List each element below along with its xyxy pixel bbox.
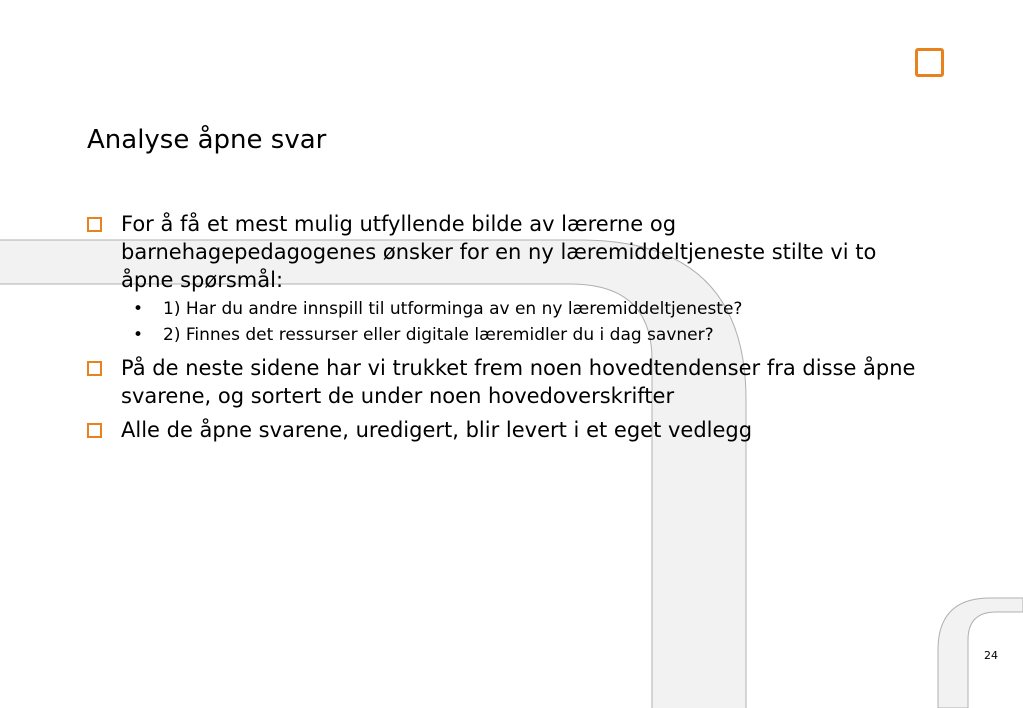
page-number: 24 (984, 649, 998, 662)
bullet-list (87, 210, 927, 444)
bullet-text: På de neste sidene har vi trukket frem noen hovedtendenser fra disse åpne svarene, og sortert de under noen hovedoverskrifter (121, 356, 916, 408)
sub-bullet-item (121, 322, 927, 348)
bullet-text: Alle de åpne svarene, uredigert, blir levert i et eget vedlegg (121, 418, 753, 442)
bullet-item (87, 210, 927, 348)
orange-square-logo-icon (915, 48, 944, 77)
orange-square-bullet-icon (87, 217, 102, 232)
sub-bullet-text: 2) Finnes det ressurser eller digitale læremidler du i dag savner? (163, 325, 714, 345)
sub-bullet-text: 1) Har du andre innspill til utforminga av en ny læremiddeltjeneste? (163, 299, 743, 319)
orange-square-bullet-icon (87, 361, 102, 376)
slide-title: Analyse åpne svar (87, 125, 327, 155)
bullet-dot-icon: • (133, 299, 144, 319)
bullet-item (87, 354, 927, 410)
bullet-item (87, 416, 927, 444)
orange-square-bullet-icon (87, 423, 102, 438)
sub-bullet-list (121, 296, 927, 348)
bullet-dot-icon: • (133, 325, 144, 345)
bullet-text: For å få et mest mulig utfyllende bilde av lærerne og barnehagepedagogenes ønsker for en ny læremiddeltjeneste stilte vi to åpne spørsmål: (121, 212, 877, 292)
sub-bullet-item (121, 296, 927, 322)
corner-decoration (938, 598, 1023, 708)
